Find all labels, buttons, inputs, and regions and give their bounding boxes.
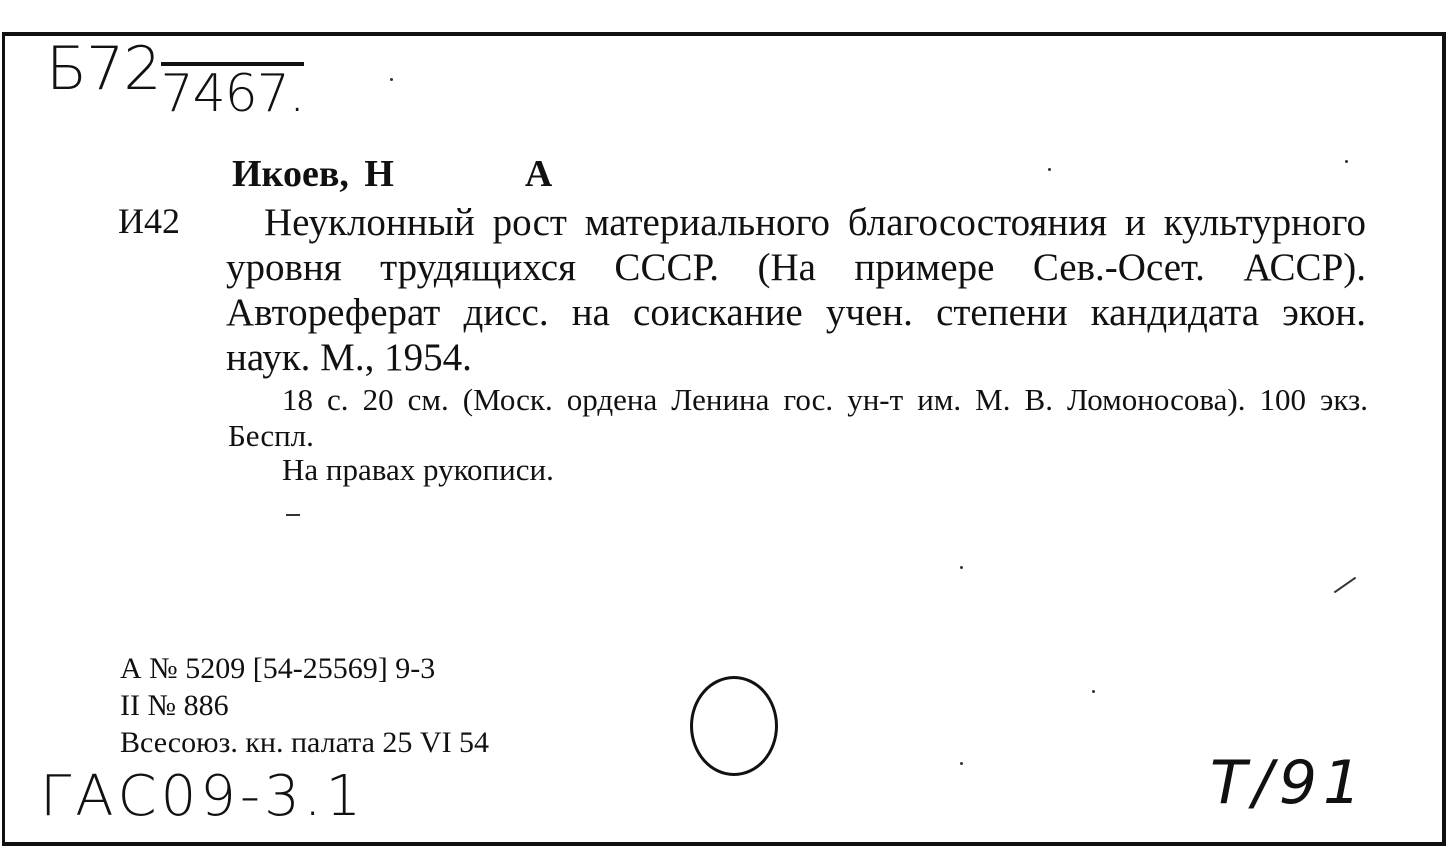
imprint-line-2: II № 886 xyxy=(120,689,229,722)
inventory-handwritten: ГАС09-3.1 xyxy=(40,764,366,829)
scan-speck xyxy=(390,78,393,81)
author-initial-2: А xyxy=(524,153,553,195)
collation xyxy=(228,382,1368,454)
scan-speck xyxy=(1345,160,1348,163)
collation-text: 18 с. 20 см. (Моск. ордена Ленина гос. ун-т им. М. В. Ломоносова). 100 экз. Беспл. xyxy=(228,382,1368,453)
title-description xyxy=(226,200,1366,380)
shelfmark-main: Б72 xyxy=(46,34,161,104)
author-heading xyxy=(232,152,552,196)
scan-speck xyxy=(1048,168,1051,171)
author-initial-1: Н xyxy=(364,153,394,195)
scan-speck xyxy=(286,514,300,516)
rights-note: На правах рукописи. xyxy=(282,452,554,487)
title-text: Неуклонный рост материального благосостояния и культурного уровня трудящихся СССР. (На примере Сев.-Осет. АССР). Автореферат дисс. на соискание учен. степени кандидата экон. наук. М., 1954. xyxy=(226,201,1366,379)
author-surname: Икоев, xyxy=(232,153,349,195)
scan-speck xyxy=(960,566,963,569)
scan-speck xyxy=(960,762,963,765)
imprint-line-1: А № 5209 [54-25569] 9-3 xyxy=(120,652,436,685)
circle-stamp-icon xyxy=(690,676,778,776)
scan-speck xyxy=(1092,690,1095,693)
imprint-line-3: Всесоюз. кн. палата 25 VI 54 xyxy=(120,726,490,759)
call-number: И42 xyxy=(118,201,180,241)
shelfmark-handwritten xyxy=(46,34,305,124)
imprint-block xyxy=(120,650,489,761)
shelfmark-sub: 7467. xyxy=(160,64,305,124)
reference-handwritten: Т/91 xyxy=(1210,748,1368,818)
